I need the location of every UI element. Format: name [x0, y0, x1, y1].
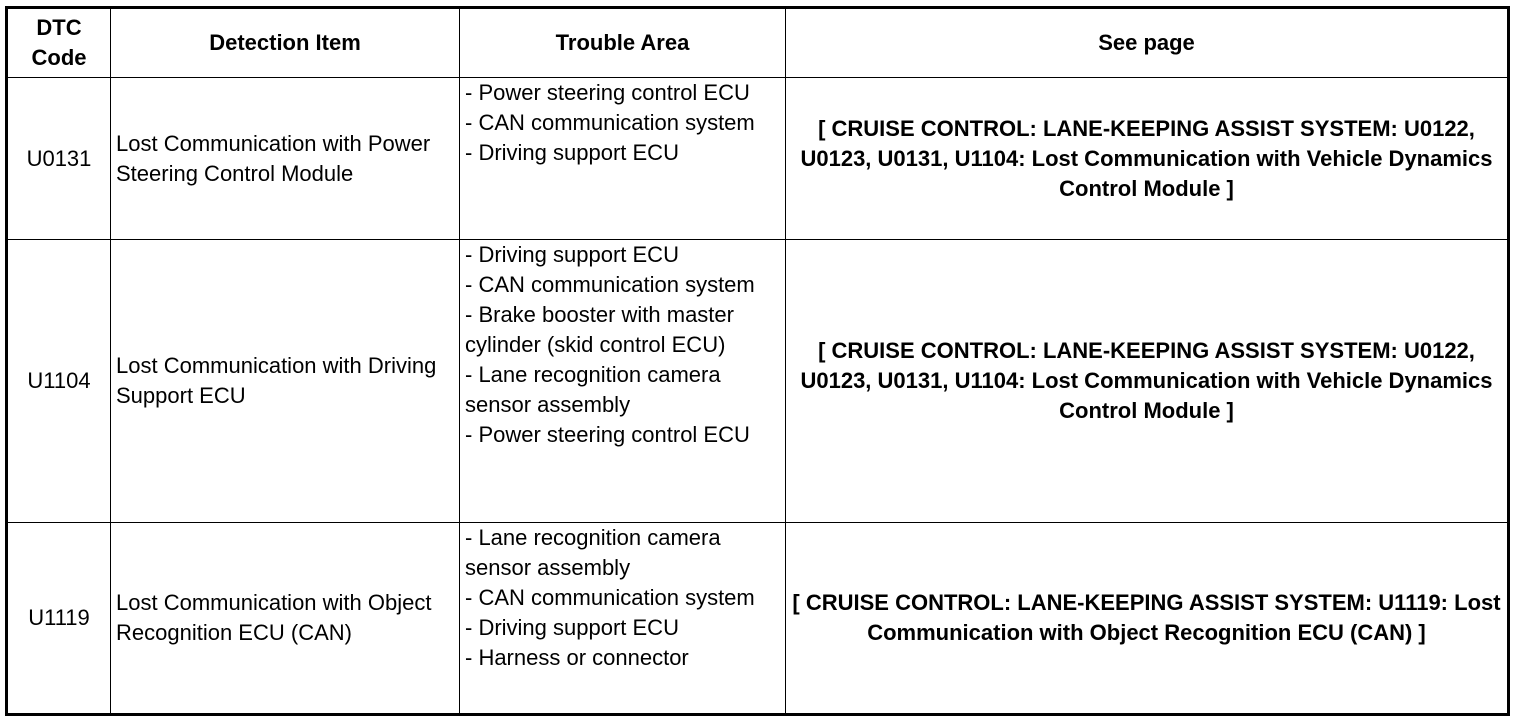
table-row: [7, 78, 1509, 240]
header-row: [7, 8, 1509, 78]
detection-item-cell: Lost Communication with Object Recognition ECU (CAN): [111, 522, 460, 714]
table-row: [7, 522, 1509, 714]
trouble-area-line: - Power steering control ECU: [465, 80, 750, 105]
header-trouble-area: Trouble Area: [460, 8, 786, 78]
dtc-code-cell: U0131: [7, 78, 111, 240]
trouble-area-line: - Lane recognition camera sensor assembly: [465, 362, 721, 418]
trouble-area-line: - Driving support ECU: [465, 614, 679, 640]
see-page-link[interactable]: [ CRUISE CONTROL: LANE-KEEPING ASSIST SYSTEM: U0122, U0123, U0131, U1104: Lost Communication with Vehicle Dynamics Control Module ]: [786, 78, 1509, 240]
header-detection-item: Detection Item: [111, 8, 460, 78]
dtc-table: [5, 6, 1510, 716]
trouble-area-cell: [460, 240, 786, 522]
trouble-area-line: - Harness or connector: [465, 644, 689, 670]
header-see-page: See page: [786, 8, 1509, 78]
detection-item-cell: Lost Communication with Power Steering Control Module: [111, 78, 460, 240]
dtc-code-cell: U1104: [7, 240, 111, 522]
table-row: [7, 240, 1509, 522]
see-page-link[interactable]: [ CRUISE CONTROL: LANE-KEEPING ASSIST SYSTEM: U1119: Lost Communication with Object Recognition ECU (CAN) ]: [786, 522, 1509, 714]
dtc-code-cell: U1119: [7, 522, 111, 714]
detection-item-cell: Lost Communication with Driving Support ECU: [111, 240, 460, 522]
trouble-area-line: - Driving support ECU: [465, 140, 679, 165]
trouble-area-line: - CAN communication system: [465, 272, 755, 298]
see-page-link[interactable]: [ CRUISE CONTROL: LANE-KEEPING ASSIST SYSTEM: U0122, U0123, U0131, U1104: Lost Communication with Vehicle Dynamics Control Module ]: [786, 240, 1509, 522]
trouble-area-line: - Brake booster with master cylinder (skid control ECU): [465, 302, 734, 358]
trouble-area-line: - Driving support ECU: [465, 242, 679, 268]
trouble-area-line: - CAN communication system: [465, 584, 755, 610]
trouble-area-line: - Lane recognition camera sensor assembly: [465, 524, 721, 580]
trouble-area-cell: [460, 522, 786, 714]
trouble-area-cell: [460, 78, 786, 240]
trouble-area-line: - Power steering control ECU: [465, 422, 750, 448]
trouble-area-line: - CAN communication system: [465, 110, 755, 135]
header-dtc-code: DTC Code: [7, 8, 111, 78]
